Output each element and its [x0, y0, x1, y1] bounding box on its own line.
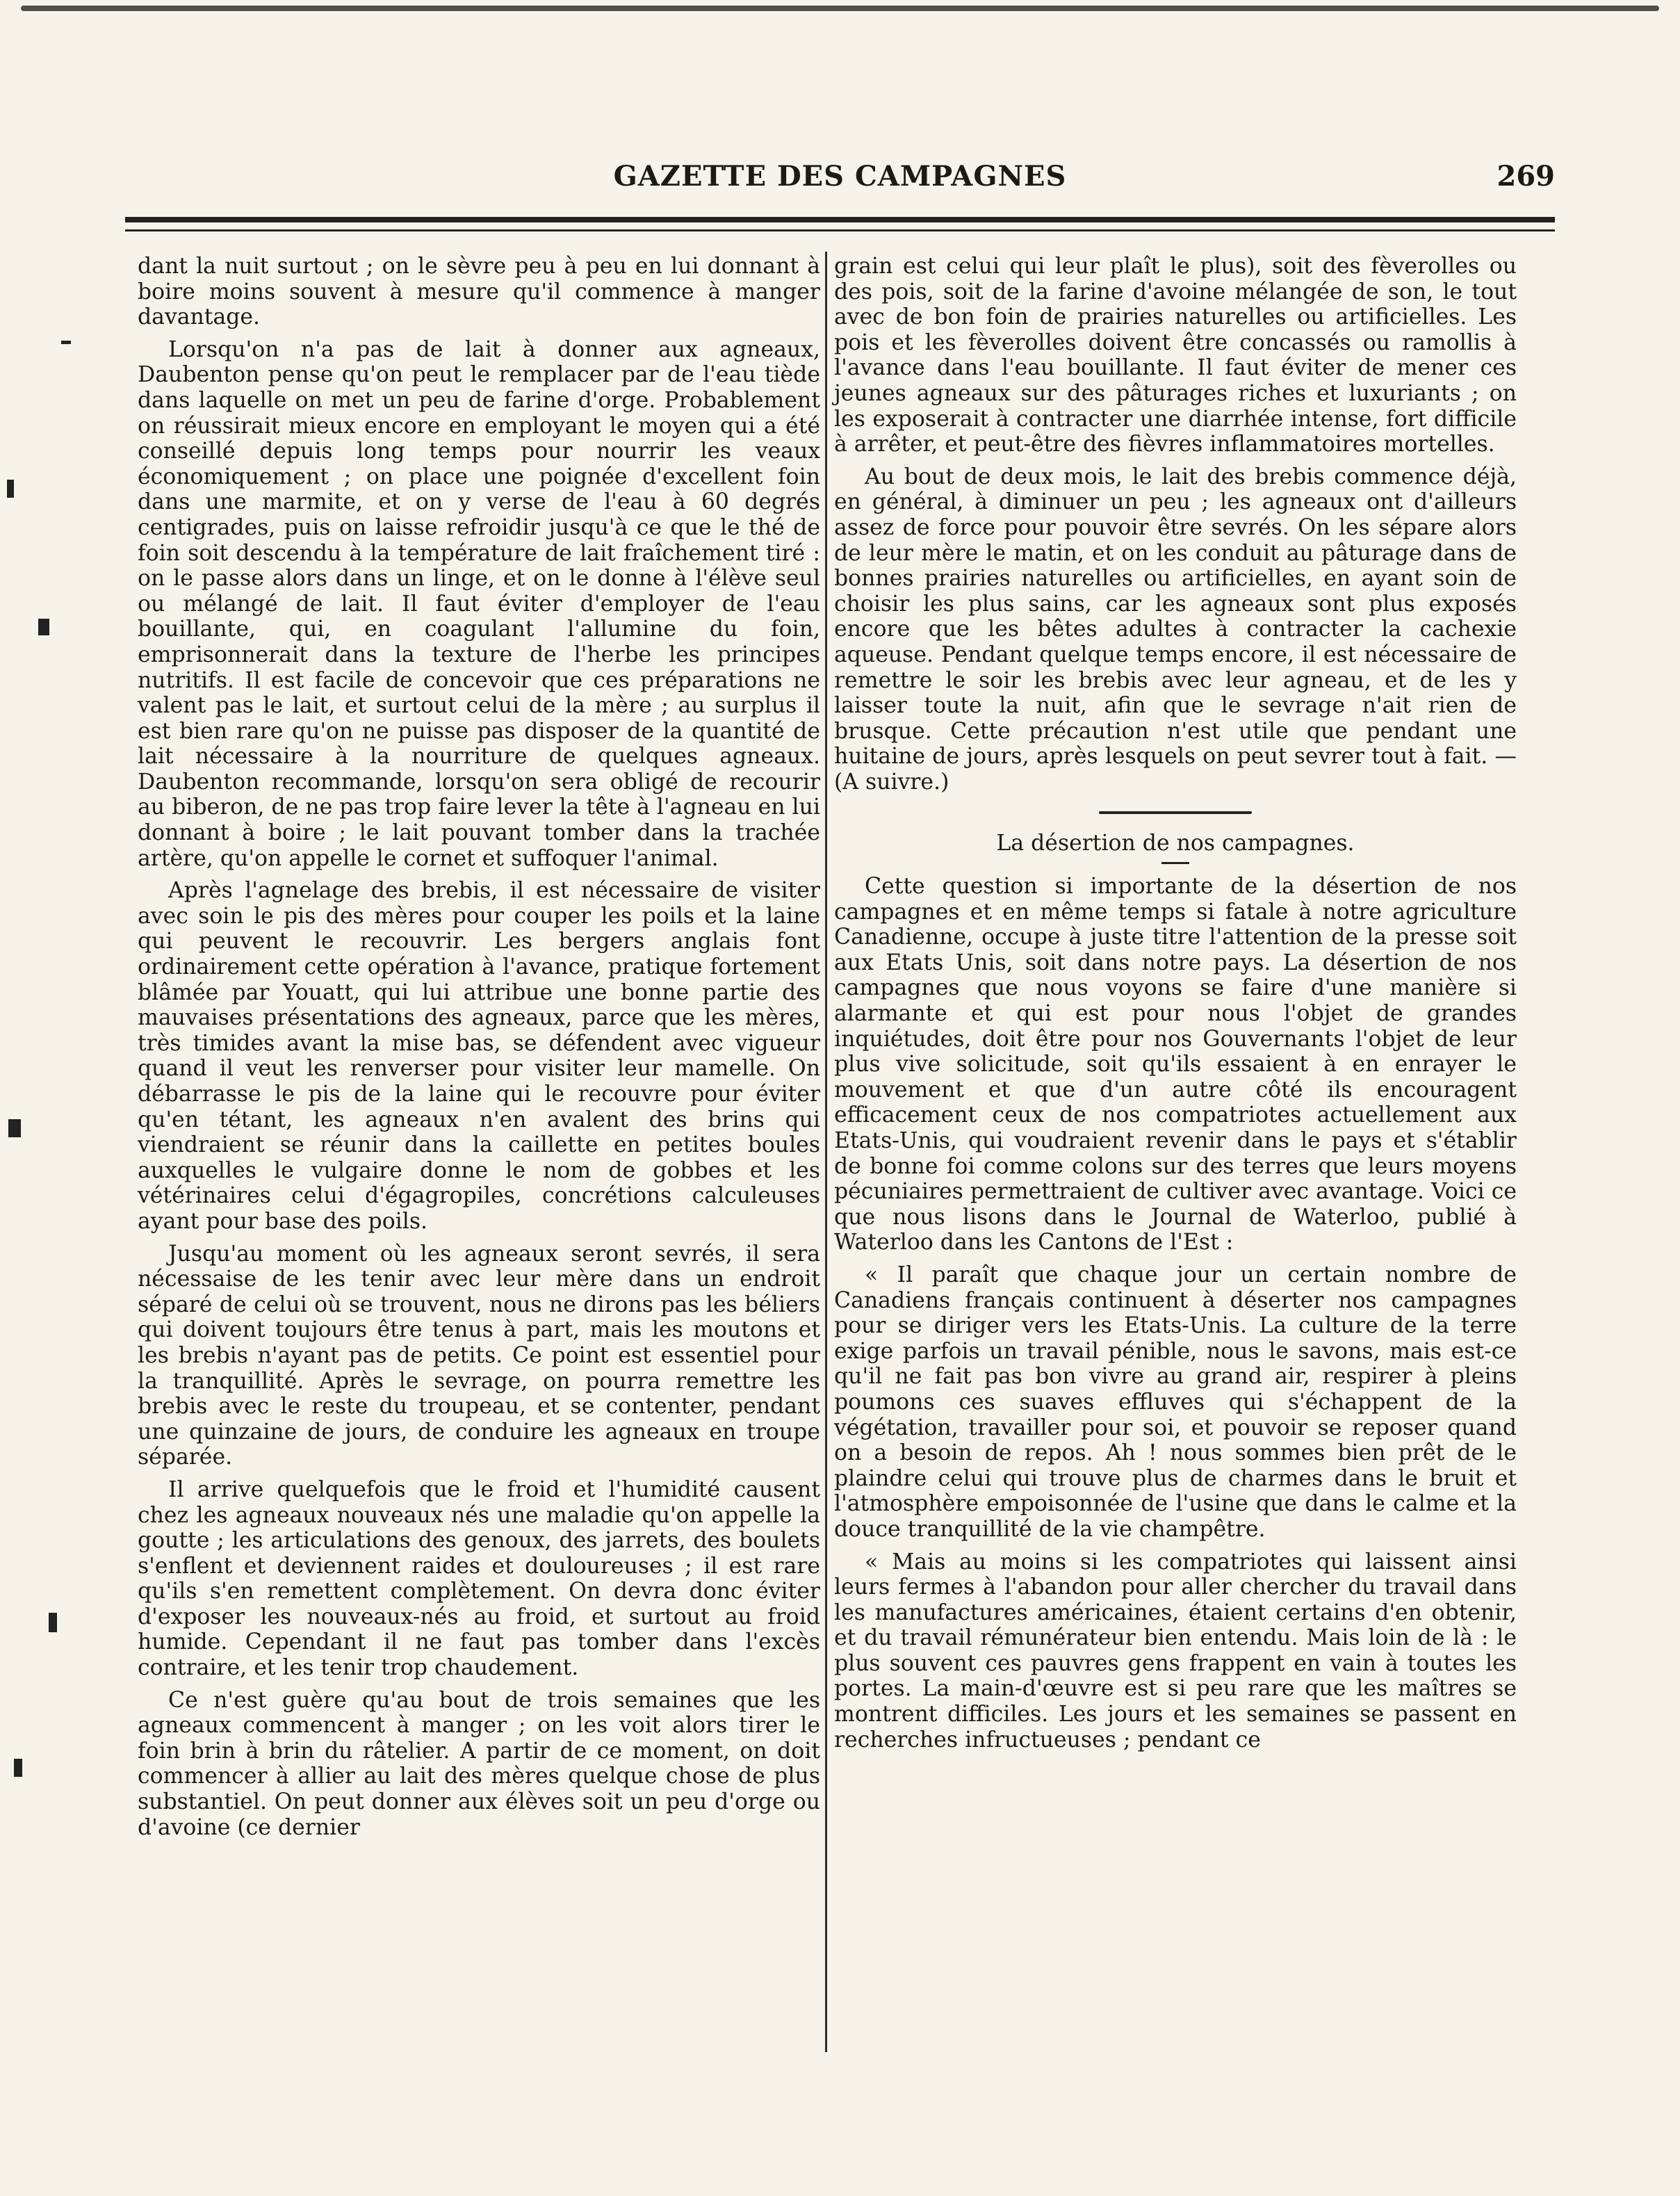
margin-mark [49, 1613, 57, 1632]
article-title: La désertion de nos campagnes. [996, 831, 1355, 856]
paragraph: Ce n'est guère qu'au bout de trois semaines que les agneaux commencent à manger ; on les voit alors tirer le foin brin à brin du râtelier. A partir de ce moment, on doit commencer à allier au lait des mères quelque chose de plus substantiel. On peut donner aux élèves soit un peu d'orge ou d'avoine (ce dernier [138, 1687, 820, 1840]
paragraph: Lorsqu'on n'a pas de lait à donner aux agneaux, Daubenton pense qu'on peut le remplacer par de l'eau tiède dans laquelle on met un peu de farine d'orge. Probablement on réussirait mieux encore en employant le moyen qui a été conseillé depuis long temps pour nourrir les veaux économiquement ; on place une poignée d'excellent foin dans une marmite, et on y verse de l'eau à 60 degrés centigrades, puis on laisse refroidir jusqu'à ce que le thé de foin soit descendu à la température de lait fraîchement tiré : on le passe alors dans un linge, et on le donne à l'élève seul ou mélangé de lait. Il faut éviter d'employer de l'eau bouillante, qui, en coagulant l'allumine du foin, emprisonnerait dans la texture de l'herbe les principes nutritifs. Il est facile de concevoir que ces préparations ne valent pas le lait, et surtout celui de la mère ; au surplus il est bien rare qu'on ne puisse pas disposer de la quantité de lait nécessaire à la nourriture de quelques agneaux. Daubenton recommande, lorsqu'on sera obligé de recourir au biberon, de ne pas trop faire lever la tête à l'agneau en lui donnant à boire ; le lait pouvant tomber dans la trachée artère, qu'on appelle le cornet et suffoquer l'animal. [138, 336, 820, 871]
margin-mark [8, 1119, 21, 1137]
column-divider [825, 252, 827, 2052]
header-rule-thick [125, 217, 1555, 222]
paragraph: Au bout de deux mois, le lait des brebis commence déjà, en général, à diminuer un peu ; les agneaux ont d'ailleurs assez de force pour pouvoir être sevrés. On les sépare alors de leur mère le matin, et on les conduit au pâturage dans de bonnes prairies naturelles ou artificielles, en ayant soin de choisir les plus sains, car les agneaux sont plus exposés encore que les bêtes adultes à contracter la cachexie aqueuse. Pendant quelque temps encore, il est nécessaire de remettre le soir les brebis avec leur agneau, et de les y laisser toute la nuit, afin que le sevrage n'ait rien de brusque. Cette précaution n'est utile que pendant une huitaine de jours, après lesquels on peut sevrer tout à fait. —(A suivre.) [834, 464, 1517, 795]
paragraph: Il arrive quelquefois que le froid et l'humidité causent chez les agneaux nouveaux nés une maladie qu'on appelle la goutte ; les articulations des genoux, des jarrets, des boulets s'enflent et deviennent raides et douloureuses ; il est rare qu'ils s'en remettent complètement. On devra donc éviter d'exposer les nouveaux-nés au froid, et surtout au froid humide. Cependant il ne faut pas tomber dans l'excès contraire, et les tenir trop chaudement. [138, 1477, 820, 1681]
section-separator [1099, 811, 1252, 814]
paragraph: Jusqu'au moment où les agneaux seront sevrés, il sera nécessaise de les tenir avec leur mère dans un endroit séparé de celui où se trouvent, nous ne dirons pas les béliers qui doivent toujours être tenus à part, mais les moutons et les brebis n'ayant pas de petits. Ce point est essentiel pour la tranquillité. Après le sevrage, on pourra remettre les brebis avec le reste du troupeau, et se contenter, pendant une quinzaine de jours, de conduire les agneaux en troupe séparée. [138, 1241, 820, 1470]
margin-mark [7, 480, 14, 498]
header-rule-thin [125, 229, 1555, 231]
page-header [125, 160, 1555, 209]
quoted-paragraph: « Il paraît que chaque jour un certain nombre de Canadiens français continuent à déserter nos campagnes pour se diriger vers les Etats-Unis. La culture de la terre exige parfois un travail pénible, nous le savons, mais est-ce qu'il ne fait pas bon vivre au grand air, respirer à pleins poumons ces suaves effluves qui s'échappent de la végétation, travailler pour soi, et pouvoir se reposer quand on a besoin de repos. Ah ! nous sommes bien prêt de le plaindre celui qui trouve plus de charmes dans le bruit et l'atmosphère empoisonnée de l'usine que dans le calme et la douce tranquillité de la vie champêtre. [834, 1262, 1517, 1542]
paragraph: Cette question si importante de la désertion de nos campagnes et en même temps si fatale à notre agriculture Canadienne, occupe à juste titre l'attention de la presse soit aux Etats Unis, soit dans notre pays. La désertion de nos campagnes que nous voyons se faire d'une manière si alarmante et qui est pour nous l'objet de grandes inquiétudes, doit être pour nos Gouvernants l'objet de leur plus vive solicitude, soit qu'ils essaient à en enrayer le mouvement et que d'un autre côté ils encouragent efficacement ceux de nos compatriotes actuellement aux Etats-Unis, qui voudraient revenir dans le pays et s'établir de bonne foi comme colons sur des terres que leurs moyens pécuniaires permettraient de cultiver avec avantage. Voici ce que nous lisons dans le Journal de Waterloo, publié à Waterloo dans les Cantons de l'Est : [834, 874, 1517, 1255]
quoted-paragraph: « Mais au moins si les compatriotes qui laissent ainsi leurs fermes à l'abandon pour aller chercher du travail dans les manufactures américaines, étaient certains d'en obtenir, et du travail rémunérateur bien entendu. Mais loin de là : le plus souvent ces pauvres gens frappent en vain à toutes les portes. La main-d'œuvre est si peu rare que les maîtres se montrent difficiles. Les jours et les semaines se passent en recherches infructueuses ; pendant ce [834, 1549, 1517, 1752]
newspaper-title: GAZETTE DES CAMPAGNES [613, 160, 1067, 193]
margin-marks [0, 0, 70, 2196]
left-column [138, 254, 820, 1847]
title-dash [1161, 862, 1189, 864]
margin-mark [38, 619, 49, 635]
paragraph: grain est celui qui leur plaît le plus), soit des fèverolles ou des pois, soit de la farine d'avoine mélangée de son, le tout avec de bon foin de prairies naturelles ou artificielles. Les pois et les fèverolles doivent être concassés ou ramollis à l'avance dans l'eau bouillante. Il faut éviter de mener ces jeunes agneaux sur des pâturages riches et luxuriants ; on les exposerait à contracter une diarrhée intense, fort difficile à arrêter, et peut-être des fièvres inflammatoires mortelles. [834, 254, 1517, 457]
top-border-rule [21, 6, 1659, 11]
paragraph: dant la nuit surtout ; on le sèvre peu à peu en lui donnant à boire moins souvent à mesure qu'il commence à manger davantage. [138, 254, 820, 330]
margin-mark [14, 1759, 22, 1777]
page-number: 269 [1496, 160, 1555, 193]
paragraph: Après l'agnelage des brebis, il est nécessaire de visiter avec soin le pis des mères pour couper les poils et la laine qui peuvent le recouvrir. Les bergers anglais font ordinairement cette opération à l'avance, pratique fortement blâmée par Youatt, qui lui attribue une bonne partie des mauvaises présentations des agneaux, parce que les mères, très timides avant la mise bas, se défendent avec vigueur quand il veut les renverser pour visiter leur mamelle. On débarrasse le pis de la laine qui le recouvre pour éviter qu'en tétant, les agneaux n'en avalent des brins qui viendraient se réunir dans la caillette en petites boules auxquelles le vulgaire donne le nom de gobbes et les vétérinaires celui d'égagropiles, concrétions calculeuses ayant pour base des poils. [138, 878, 820, 1234]
right-column [834, 254, 1517, 1759]
margin-mark [61, 341, 71, 344]
